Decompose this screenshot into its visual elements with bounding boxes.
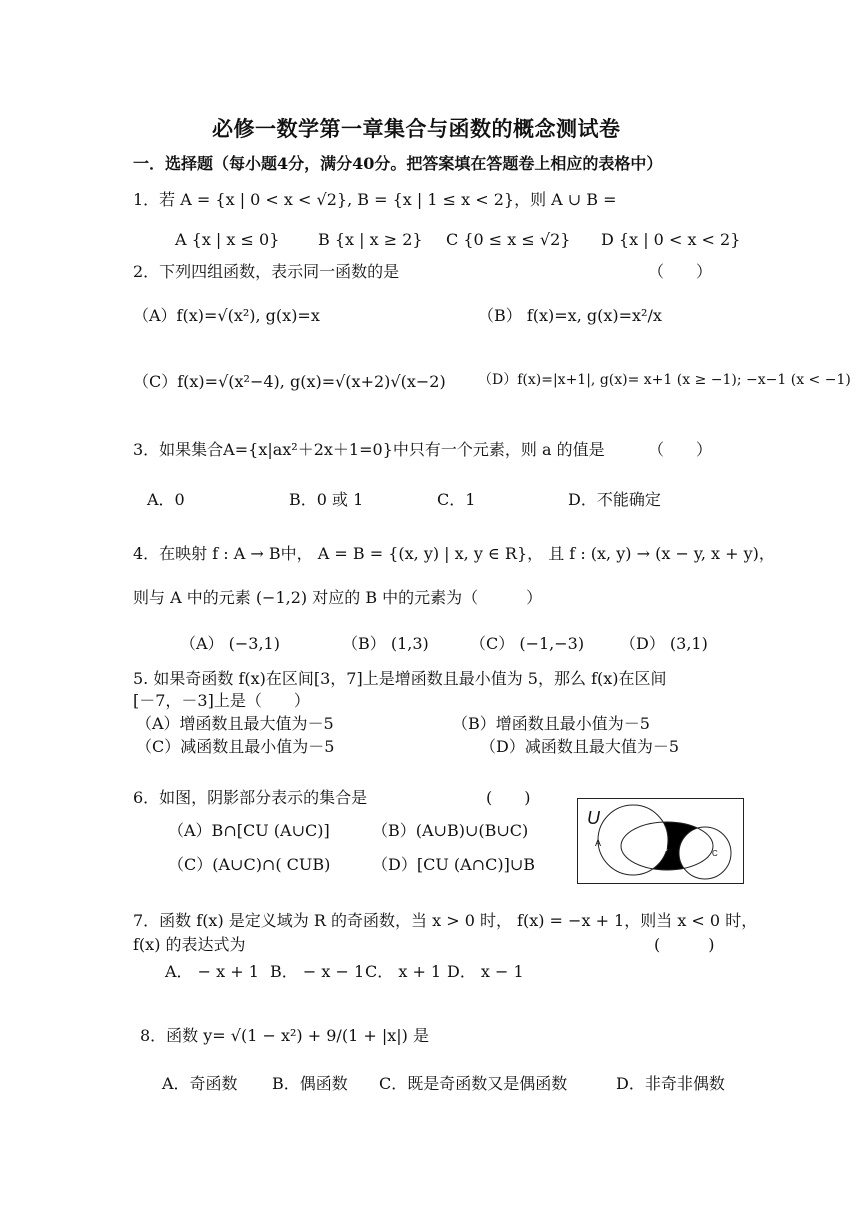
q3-answer-paren: （ ） bbox=[648, 440, 713, 459]
page-title: 必修一数学第一章集合与函数的概念测试卷 bbox=[212, 116, 621, 141]
q4-line-2: 则与 A 中的元素 (−1,2) 对应的 B 中的元素为（ ） bbox=[133, 588, 543, 607]
q7-option-a: A． − x + 1 bbox=[165, 962, 259, 981]
q8-option-c: C．既是奇函数又是偶函数 bbox=[379, 1074, 568, 1093]
q8-option-d: D．非奇非偶数 bbox=[616, 1074, 725, 1093]
set-b-label: B bbox=[663, 846, 668, 853]
q2-option-d: （D）f(x)=|x+1|, g(x)= x+1 (x ≥ −1); −x−1 (x < −1) bbox=[478, 372, 851, 388]
q1-stem: 1．若 A = {x | 0 < x < √2}, B = {x | 1 ≤ x < 2}，则 A ∪ B = bbox=[133, 190, 617, 209]
q5-option-c: （C）减函数且最小值为－5 bbox=[136, 737, 335, 756]
q7-line-1: 7．函数 f(x) 是定义域为 R 的奇函数，当 x > 0 时， f(x) = −x + 1，则当 x < 0 时， bbox=[133, 911, 758, 930]
q6-option-d: （D）[CU (A∩C)]∪B bbox=[372, 855, 535, 874]
q6-answer-paren: ( ) bbox=[486, 788, 531, 807]
q4-line-1: 4．在映射 f : A → B中， A = B = {(x, y) | x, y ∈ R}， 且 f : (x, y) → (x − y, x + y)， bbox=[133, 544, 775, 563]
q2-answer-paren: （ ） bbox=[648, 262, 713, 281]
q3-option-a: A．0 bbox=[147, 490, 185, 509]
q7-line-2: f(x) 的表达式为 bbox=[133, 935, 246, 954]
q6-option-c: （C）(A∪C)∩( CUB) bbox=[168, 855, 331, 874]
venn-diagram bbox=[577, 798, 744, 884]
q8-option-b: B．偶函数 bbox=[272, 1074, 348, 1093]
q6-option-a: （A）B∩[CU (A∪C)] bbox=[168, 821, 330, 840]
q4-option-c: （C） (−1,−3) bbox=[470, 634, 585, 653]
universe-label: U bbox=[587, 808, 600, 828]
q3-option-c: C．1 bbox=[437, 490, 476, 509]
q2-option-c: （C）f(x)=√(x²−4), g(x)=√(x+2)√(x−2) bbox=[133, 372, 446, 391]
q5-option-b: （B）增函数且最小值为－5 bbox=[452, 714, 650, 733]
q8-option-a: A．奇函数 bbox=[162, 1074, 238, 1093]
q2-stem: 2．下列四组函数，表示同一函数的是 bbox=[133, 262, 400, 281]
q1-option-a: A {x | x ≤ 0} bbox=[175, 230, 280, 249]
q1-option-b: B {x | x ≥ 2} bbox=[318, 230, 423, 249]
q5-option-d: （D）减函数且最大值为－5 bbox=[480, 737, 680, 756]
q4-option-d: （D） (3,1) bbox=[620, 634, 708, 653]
q5-line-2: [－7，－3]上是（ ） bbox=[133, 691, 310, 710]
q3-option-d: D．不能确定 bbox=[568, 490, 661, 509]
q5-line-1: 5. 如果奇函数 f(x)在区间[3，7]上是增函数且最小值为 5，那么 f(x)在区间 bbox=[133, 669, 667, 688]
q1-option-d: D {x | 0 < x < 2} bbox=[601, 230, 741, 249]
section-heading: 一．选择题（每小题4分，满分40分。把答案填在答题卷上相应的表格中） bbox=[133, 154, 663, 173]
set-a-label: A bbox=[595, 838, 602, 848]
q1-option-c: C {0 ≤ x ≤ √2} bbox=[446, 230, 571, 249]
q5-option-a: （A）增函数且最大值为－5 bbox=[136, 714, 334, 733]
q7-option-c: C． x + 1 bbox=[365, 962, 442, 981]
q3-option-b: B．0 或 1 bbox=[289, 490, 364, 509]
q6-option-b: （B）(A∪B)∪(B∪C) bbox=[372, 821, 529, 840]
q4-option-a: （A） (−3,1) bbox=[180, 634, 280, 653]
q4-option-b: （B） (1,3) bbox=[342, 634, 429, 653]
q7-option-b: B． − x − 1 bbox=[270, 962, 365, 981]
q7-option-d: D． x − 1 bbox=[447, 962, 524, 981]
q2-option-b: （B） f(x)=x, g(x)=x²/x bbox=[478, 306, 662, 325]
set-c-label: C bbox=[712, 849, 718, 858]
q3-stem: 3．如果集合A={x|ax²＋2x＋1=0}中只有一个元素，则 a 的值是 bbox=[133, 440, 605, 459]
q8-stem: 8．函数 y= √(1 − x²) + 9/(1 + |x|) 是 bbox=[140, 1026, 429, 1045]
q2-option-a: （A）f(x)=√(x²), g(x)=x bbox=[133, 306, 320, 325]
q7-answer-paren: ( ) bbox=[654, 935, 715, 954]
q6-stem: 6．如图，阴影部分表示的集合是 bbox=[133, 788, 368, 807]
